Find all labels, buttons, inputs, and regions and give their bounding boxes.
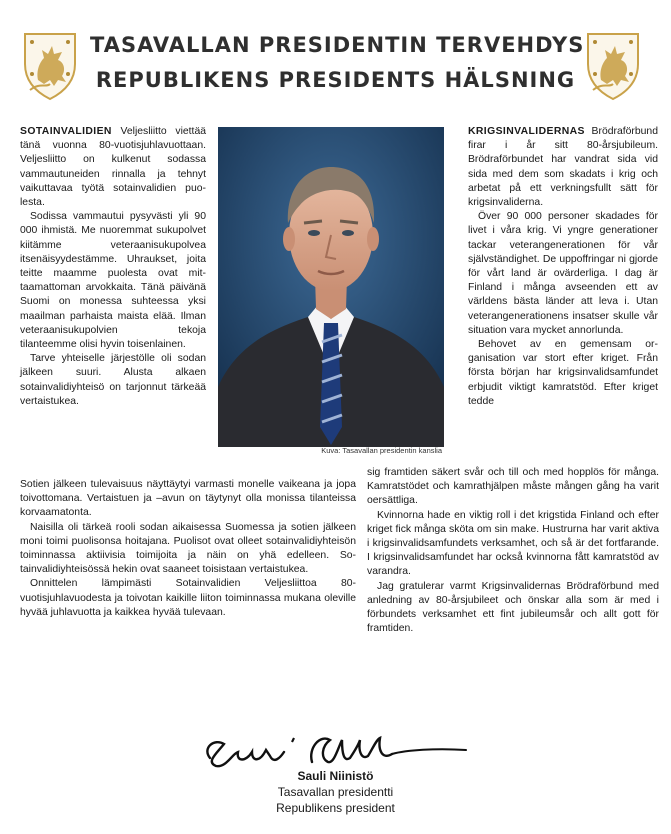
finnish-lead-word: SOTAINVALIDIEN	[20, 126, 112, 137]
swedish-paragraph-2: Över 90 000 personer skadades för livet i våra krig. Vi yngre generationer tackar veterangenerationen för vår självständighet. De uppoffringar ni gjorde för vårt land är ovärderliga. I dag är Finland i många avseenden ett av världens bästa länder att leva i. Utan veterangenerationens insatser skulle vår situation vara mycket annorlunda.	[468, 211, 658, 336]
swedish-paragraph-4: sig framtiden säkert svår och till och med hopplös för många. Kamratstödet och kamrathjälpen måste mången gång ha varit oersättliga.	[367, 467, 659, 507]
finnish-paragraph-3: Tarve yhteiselle järjestölle oli sodan jälkeen suuri. Alusta alkaen sotainvalidiyhteisö on tarjonnut tärkeää vertaistukea.	[20, 353, 206, 407]
finnish-paragraph-4: Sotien jälkeen tulevaisuus näyttäytyi varmasti monelle vaikeana ja jopa toivottomana. Vertaistuen ja –avun on täytynyt olla monissa tilanteissa korvaamatonta.	[20, 479, 356, 519]
signature-block	[200, 768, 471, 816]
finnish-paragraph-5: Naisilla oli tärkeä rooli sodan aikaisessa Suomessa ja sotien jälkeen moni toimi puolisonsa hoitajana. Puolisot ovat olleet sotainvalidiyhteisön toiminnassa aktiivisia toimijoita ja näin on yhä edelleen. Sotainvalidiyhteisössä hekin ovat saaneet toisistaan vertaistukea.	[20, 521, 356, 576]
finnish-paragraph-6: Onnittelen lämpimästi Sotainvalidien Veljesliittoa 80-vuotisjuhlavuodesta ja toivotan kaikille liiton toiminnassa mukana oleville hyvää juhlavuotta ja kaikkea hyvää tulevaan.	[20, 578, 356, 618]
finnish-paragraph-1: SOTAINVALIDIEN Veljesliitto viettää tänä vuonna 80-vuotisjuhlavuottaan. Veljesliitto on kulkenut sodassa vammautuneiden rinnalla ja tehnyt vaikuttavaa työtä sotainvalidien puolesta.	[20, 126, 206, 209]
title-finnish: TASAVALLAN PRESIDENTIN TERVEHDYS	[90, 33, 585, 57]
swedish-paragraph-6: Jag gratulerar varmt Krigsinvalidernas Brödraförbund med anledning av 80-årsjubileet och önskar alla som är med i förbundets verksamhet ett fint jubileumsår och allt gott för framtiden.	[367, 580, 659, 635]
photo-credit: Kuva: Tasavallan presidentin kanslia	[321, 446, 442, 455]
signer-title-swedish: Republikens president	[276, 801, 395, 815]
coat-of-arms-right-icon	[583, 30, 643, 102]
signer-name: Sauli Niinistö	[297, 769, 374, 783]
title-swedish: REPUBLIKENS PRESIDENTS HÄLSNING	[95, 68, 576, 92]
swedish-text-continued	[367, 466, 659, 636]
page-title	[90, 28, 585, 98]
swedish-paragraph-1: KRIGSINVALIDERNAS Brödraförbund firar i år sitt 80-årsjubileum. Brödraförbundet har vandrat sida vid sida med dem som skadats i krig och arbetat på ett verkningsfullt sätt för krigsinvaliderna.	[468, 126, 658, 209]
finnish-text-column	[20, 125, 206, 409]
swedish-paragraph-3: Behovet av en gemensam organisation var stort efter kriget. Från första början har krigsinvalidsamfundet erbjudit viktigt kamratstöd. Efter kriget tedde	[468, 339, 658, 407]
swedish-text-column	[468, 125, 658, 409]
swedish-lead-word: KRIGSINVALIDERNAS	[468, 126, 585, 137]
finnish-text-continued	[20, 478, 356, 620]
swedish-paragraph-5: Kvinnorna hade en viktig roll i det krigstida Finland och efter kriget fick många sköta om sin make. Hustrurna har varit aktiva i krigsinvalidsamfundets verksamhet, och så är det fortfarande. I krigsinvalidsamfundet har också kvinnorna fått kamratstöd av varandra.	[367, 509, 659, 578]
finnish-paragraph-2: Sodissa vammautui pysyvästi yli 90 000 ihmistä. Me nuoremmat sukupolvet kiitämme veteraanisukupolvea itsenäisyydestämme. Uhraukset, joita teitte maamme puolesta ovat mittaamattoman arvokkaita. Tänä päivänä Suomi on monessa suhteessa yksi maailman parhaista maista elää. Ilman veteraanisukupolvien tekoja tilanteemme olisi hyvin toisenlainen.	[20, 211, 206, 351]
signer-title-finnish: Tasavallan presidentti	[277, 785, 394, 799]
coat-of-arms-left-icon	[20, 30, 80, 102]
president-portrait	[218, 127, 444, 447]
